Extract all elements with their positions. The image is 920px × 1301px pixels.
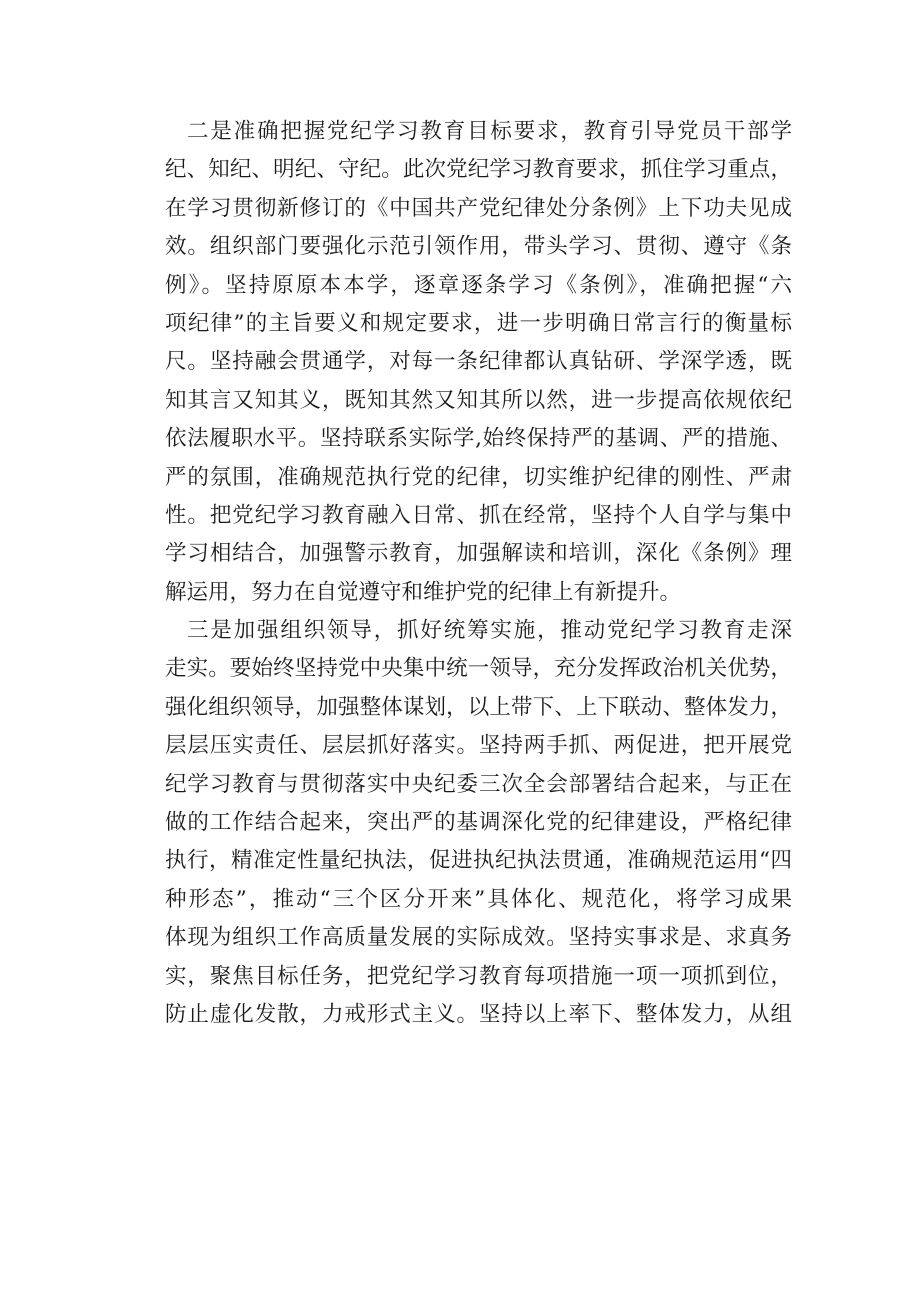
- paragraph-line: 项纪律”的主旨要义和规定要求，进一步明确日常言行的衡量标: [165, 310, 792, 336]
- document-body: [165, 113, 792, 1034]
- paragraph-2: [165, 113, 792, 612]
- paragraph-line: 执行，精准定性量纪执法，促进执纪执法贯通，准确规范运用“四: [165, 848, 792, 874]
- paragraph-line: 尺。坚持融会贯通学，对每一条纪律都认真钻研、学深学透，既: [165, 349, 792, 375]
- paragraph-line: 种形态”，推动“三个区分开来”具体化、规范化，将学习成果: [165, 886, 792, 912]
- paragraph-line: 依法履职水平。坚持联系实际学,始终保持严的基调、严的措施、: [165, 426, 792, 452]
- paragraph-line: 层层压实责任、层层抓好落实。坚持两手抓、两促进，把开展党: [165, 733, 792, 759]
- paragraph-line: 学习相结合，加强警示教育，加强解读和培训，深化《条例》理: [165, 541, 792, 567]
- paragraph-line: 知其言又知其义，既知其然又知其所以然，进一步提高依规依纪: [165, 387, 792, 413]
- paragraph-line: 防止虚化发散，力戒形式主义。坚持以上率下、整体发力，从组: [165, 1001, 792, 1027]
- paragraph-line: 在学习贯彻新修订的《中国共产党纪律处分条例》上下功夫见成: [165, 195, 792, 221]
- paragraph-line: 强化组织领导，加强整体谋划，以上带下、上下联动、整体发力，: [165, 694, 792, 720]
- paragraph-line: 做的工作结合起来，突出严的基调深化党的纪律建设，严格纪律: [165, 810, 792, 836]
- paragraph-line: 效。组织部门要强化示范引领作用，带头学习、贯彻、遵守《条: [165, 234, 792, 260]
- paragraph-line: 纪学习教育与贯彻落实中央纪委三次全会部署结合起来，与正在: [165, 771, 792, 797]
- paragraph-line: 纪、知纪、明纪、守纪。此次党纪学习教育要求，抓住学习重点，: [165, 157, 792, 183]
- paragraph-line: 三是加强组织领导，抓好统筹实施，推动党纪学习教育走深: [187, 618, 792, 644]
- paragraph-line: 解运用，努力在自觉遵守和维护党的纪律上有新提升。: [165, 579, 682, 605]
- paragraph-line: 走实。要始终坚持党中央集中统一领导，充分发挥政治机关优势，: [165, 656, 792, 682]
- paragraph-line: 实，聚焦目标任务，把党纪学习教育每项措施一项一项抓到位，: [165, 963, 792, 989]
- paragraph-3: [165, 612, 792, 1034]
- paragraph-line: 性。把党纪学习教育融入日常、抓在经常，坚持个人自学与集中: [165, 502, 792, 528]
- paragraph-line: 体现为组织工作高质量发展的实际成效。坚持实事求是、求真务: [165, 925, 792, 951]
- paragraph-line: 严的氛围，准确规范执行党的纪律，切实维护纪律的刚性、严肃: [165, 464, 792, 490]
- paragraph-line: 二是准确把握党纪学习教育目标要求，教育引导党员干部学: [187, 119, 792, 144]
- paragraph-line: 例》。坚持原原本本学，逐章逐条学习《条例》，准确把握“六: [165, 272, 792, 298]
